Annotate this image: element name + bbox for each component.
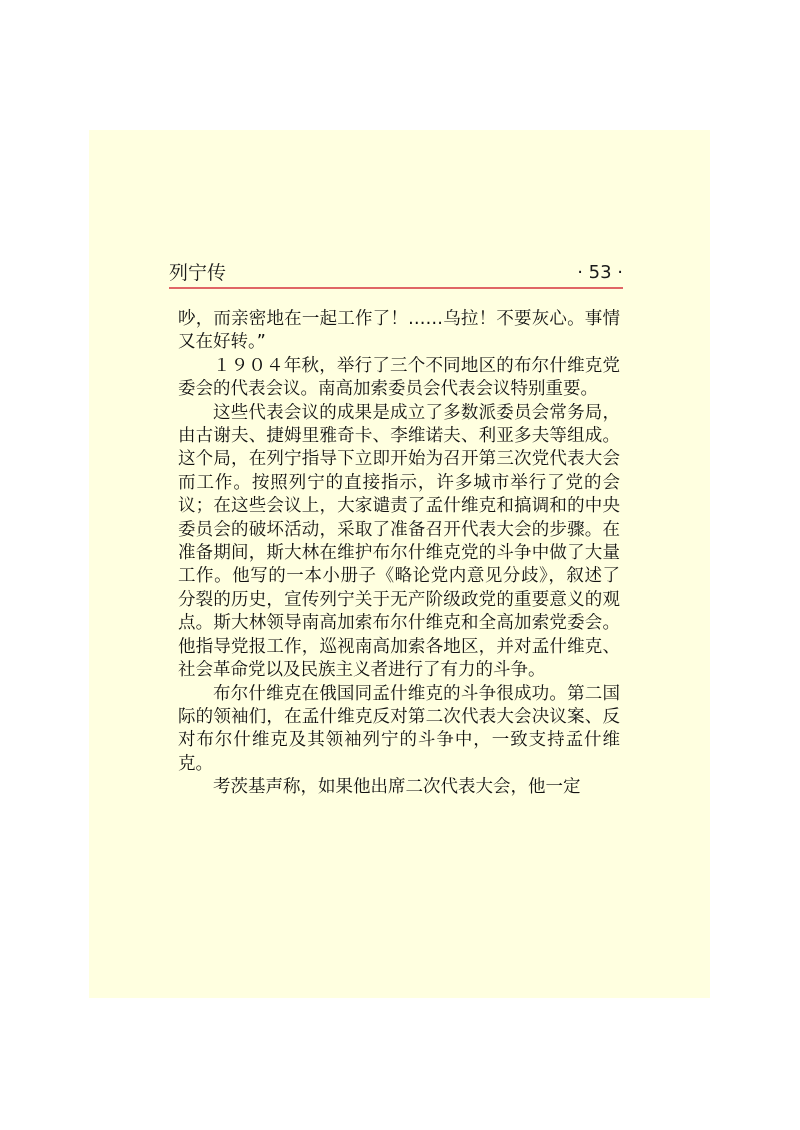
running-header [169, 261, 623, 289]
page-number: · 53 · [577, 262, 623, 283]
paragraph: 布尔什维克在俄国同孟什维克的斗争很成功。第二国际的领袖们，在孟什维克反对第二次代表大会决议案、反对布尔什维克及其领袖列宁的斗争中，一致支持孟什维克。 [178, 683, 620, 774]
book-page [89, 130, 710, 998]
paragraph: １９０４年秋，举行了三个不同地区的布尔什维克党委会的代表会议。南高加索委员会代表会议特别重要。 [178, 355, 620, 400]
running-title: 列宁传 [169, 262, 227, 284]
paragraph-continuation: 吵，而亲密地在一起工作了！……乌拉！不要灰心。事情又在好转。” [178, 309, 620, 353]
paragraph: 考茨基声称，如果他出席二次代表大会，他一定 [213, 777, 581, 798]
body-text [178, 308, 620, 800]
paragraph: 这些代表会议的成果是成立了多数派委员会常务局，由古谢夫、捷姆里雅奇卡、李维诺夫、利亚多夫等组成。这个局，在列宁指导下立即开始为召开第三次党代表大会而工作。按照列宁的直接指示，许多城市举行了党的会议；在这些会议上，大家谴责了孟什维克和搞调和的中央委员会的破坏活动，采取了准备召开代表大会的步骤。在准备期间，斯大林在维护布尔什维克党的斗争中做了大量工作。他写的一本小册子《略论党内意见分歧》，叙述了分裂的历史，宣传列宁关于无产阶级政党的重要意义的观点。斯大林领导南高加索布尔什维克和全高加索党委会。他指导党报工作，巡视南高加索各地区，并对孟什维克、社会革命党以及民族主义者进行了有力的斗争。 [178, 402, 620, 681]
